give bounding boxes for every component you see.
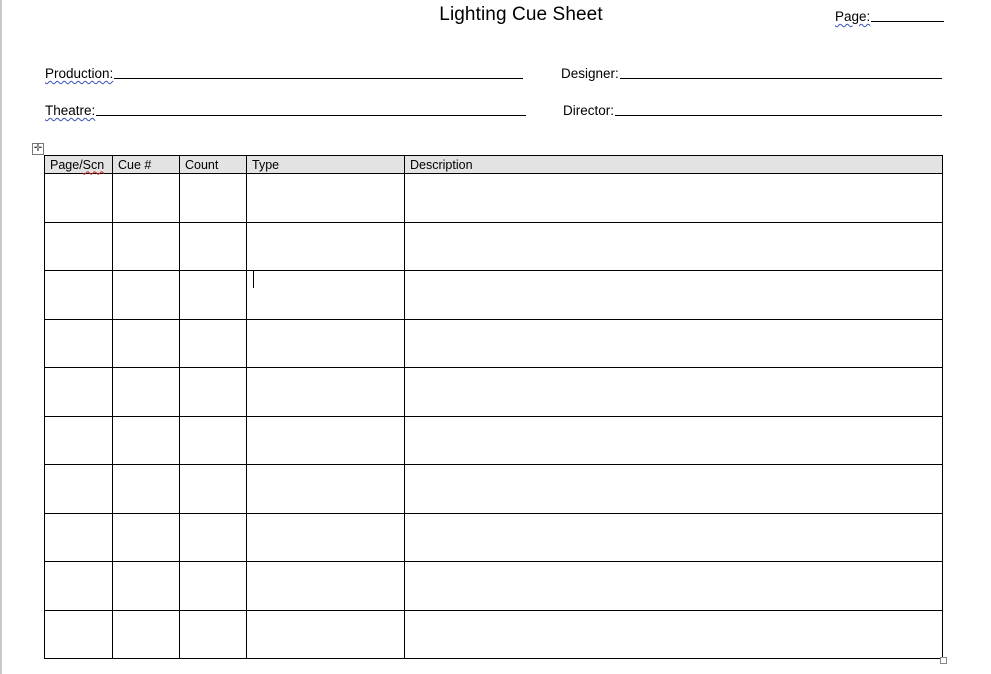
table-cell[interactable] <box>180 416 247 465</box>
table-cell[interactable] <box>405 319 943 368</box>
table-cell[interactable] <box>45 368 113 417</box>
table-cell[interactable] <box>180 222 247 271</box>
table-header-row <box>45 156 943 174</box>
theatre-label: Theatre: <box>45 103 96 118</box>
page-number-line[interactable] <box>871 7 944 22</box>
table-cell[interactable] <box>45 319 113 368</box>
table-cell[interactable] <box>247 271 405 320</box>
table-row <box>45 222 943 271</box>
table-resize-handle[interactable] <box>940 657 947 664</box>
table-cell[interactable] <box>180 271 247 320</box>
table-cell[interactable] <box>180 562 247 611</box>
table-cell[interactable] <box>405 465 943 514</box>
table-cell[interactable] <box>405 368 943 417</box>
table-cell[interactable] <box>247 368 405 417</box>
header-cue-number[interactable]: Cue # <box>113 156 180 174</box>
table-cell[interactable] <box>247 562 405 611</box>
table-cell[interactable] <box>113 174 180 223</box>
table-cell[interactable] <box>247 610 405 659</box>
table-row <box>45 174 943 223</box>
table-cell[interactable] <box>113 465 180 514</box>
production-line[interactable] <box>114 64 523 79</box>
table-cell[interactable] <box>45 610 113 659</box>
header-type[interactable]: Type <box>247 156 405 174</box>
table-cell[interactable] <box>45 222 113 271</box>
table-row <box>45 271 943 320</box>
table-cell[interactable] <box>247 319 405 368</box>
table-cell[interactable] <box>113 271 180 320</box>
table-cell[interactable] <box>247 465 405 514</box>
table-cell[interactable] <box>405 222 943 271</box>
table-cell[interactable] <box>113 319 180 368</box>
table-cell[interactable] <box>45 271 113 320</box>
designer-label: Designer: <box>561 66 619 81</box>
table-cell[interactable] <box>247 174 405 223</box>
header-page-scn[interactable] <box>45 156 113 174</box>
cue-table <box>44 155 943 659</box>
table-cell[interactable] <box>180 610 247 659</box>
table-cell[interactable] <box>247 513 405 562</box>
theatre-line[interactable] <box>96 101 526 116</box>
table-cell[interactable] <box>45 465 113 514</box>
page-number-field[interactable] <box>835 6 944 24</box>
table-row <box>45 562 943 611</box>
table-cell[interactable] <box>45 174 113 223</box>
header-count[interactable]: Count <box>180 156 247 174</box>
table-cell[interactable] <box>113 416 180 465</box>
designer-line[interactable] <box>620 64 942 79</box>
document-title: Lighting Cue Sheet <box>439 4 603 25</box>
designer-field[interactable] <box>561 63 942 81</box>
header-scn: Scn <box>82 157 105 172</box>
table-cell[interactable] <box>405 174 943 223</box>
table-cell[interactable] <box>113 562 180 611</box>
table-row <box>45 465 943 514</box>
table-cell[interactable] <box>405 416 943 465</box>
table-cell[interactable] <box>113 368 180 417</box>
table-cell[interactable] <box>45 513 113 562</box>
table-cell[interactable] <box>180 368 247 417</box>
table-row <box>45 513 943 562</box>
page-label: Page: <box>835 9 871 24</box>
director-label: Director: <box>563 103 615 118</box>
table-cell[interactable] <box>405 562 943 611</box>
table-cell[interactable] <box>113 222 180 271</box>
director-field[interactable] <box>563 100 942 118</box>
table-cell[interactable] <box>45 562 113 611</box>
table-cell[interactable] <box>405 513 943 562</box>
table-cell[interactable] <box>45 416 113 465</box>
header-page-prefix: Page/ <box>50 157 83 172</box>
table-cell[interactable] <box>180 513 247 562</box>
table-cell[interactable] <box>247 416 405 465</box>
text-cursor <box>253 271 254 288</box>
production-field[interactable] <box>45 63 523 81</box>
move-arrows-icon[interactable]: ✛ <box>33 143 43 154</box>
table-cell[interactable] <box>113 513 180 562</box>
table-cell[interactable] <box>113 610 180 659</box>
table-row <box>45 416 943 465</box>
table-cell[interactable] <box>180 174 247 223</box>
table-row <box>45 319 943 368</box>
director-line[interactable] <box>615 101 942 116</box>
table-cell[interactable] <box>405 271 943 320</box>
page-left-edge <box>0 0 2 674</box>
table-cell[interactable] <box>405 610 943 659</box>
table-body <box>45 174 943 659</box>
table-cell[interactable] <box>180 465 247 514</box>
table-cell[interactable] <box>247 222 405 271</box>
header-description[interactable]: Description <box>405 156 943 174</box>
table-row <box>45 368 943 417</box>
theatre-field[interactable] <box>45 100 526 118</box>
table-row <box>45 610 943 659</box>
table-cell[interactable] <box>180 319 247 368</box>
production-label: Production: <box>45 66 114 81</box>
